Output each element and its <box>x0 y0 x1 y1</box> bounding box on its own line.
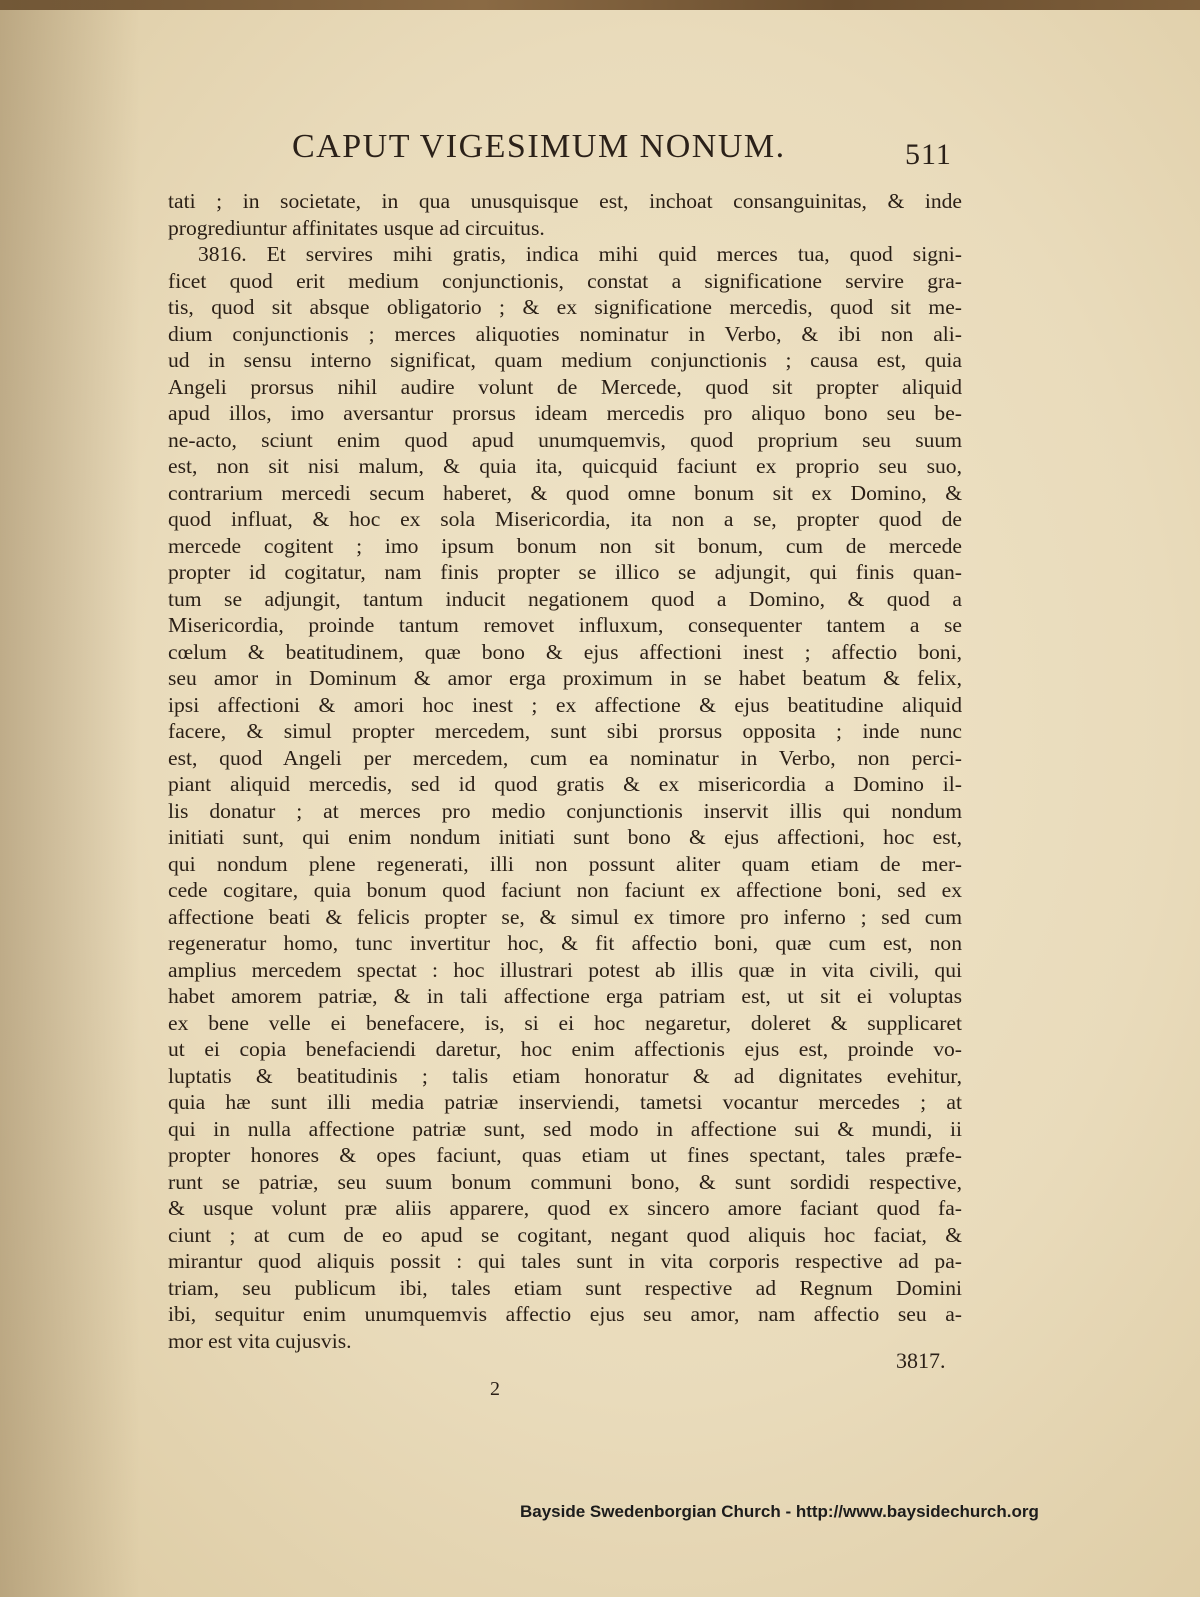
text-line: mercede cogitent ; imo ipsum bonum non sit bonum, cum de mercede <box>168 533 962 558</box>
text-line: & usque volunt præ aliis apparere, quod ex sincero amore faciant quod fa- <box>168 1196 962 1220</box>
text-line: mor est vita cujusvis. <box>168 1328 352 1353</box>
text-line: facere, & simul propter mercedem, sunt sibi prorsus opposita ; inde nunc <box>168 719 962 743</box>
text-line: dium conjunctionis ; merces aliquoties nominatur in Verbo, & ibi non ali- <box>168 321 962 346</box>
text-line: ibi, sequitur enim unumquemvis affectio ejus seu amor, nam affectio seu a- <box>168 1302 962 1326</box>
signature-mark: 2 <box>490 1378 500 1400</box>
text-line: quia hæ sunt illi media patriæ inserviendi, tametsi vocantur mercedes ; at <box>168 1090 962 1114</box>
text-line: cede cogitare, quia bonum quod faciunt non faciunt ex affectione boni, sed ex <box>168 878 962 902</box>
catchword: 3817. <box>896 1348 946 1373</box>
text-line: tis, quod sit absque obligatorio ; & ex significatione mercedis, quod sit me- <box>168 295 962 319</box>
text-line: lis donatur ; at merces pro medio conjunctionis inservit illis qui nondum <box>168 798 962 823</box>
text-line: mirantur quod aliquis possit : qui tales sunt in vita corporis respective ad pa- <box>168 1249 962 1273</box>
text-line: Misericordia, proinde tantum removet influxum, consequenter tantem a se <box>168 613 962 637</box>
text-line: seu amor in Dominum & amor erga proximum in se habet beatum & felix, <box>168 666 962 690</box>
text-line: ut ei copia benefaciendi daretur, hoc enim affectionis ejus est, proinde vo- <box>168 1037 962 1061</box>
text-line: ne-acto, sciunt enim quod apud unumquemvis, quod proprium seu suum <box>168 427 962 452</box>
text-line: tati ; in societate, in qua unusquisque est, inchoat consanguinitas, & inde <box>168 189 962 213</box>
text-line: ipsi affectioni & amori hoc inest ; ex affectione & ejus beatitudine aliquid <box>168 692 962 717</box>
body-text <box>168 188 962 1354</box>
text-line: est, non sit nisi malum, & quia ita, quicquid faciunt ex proprio seu suo, <box>168 454 962 478</box>
text-line: ciunt ; at cum de eo apud se cogitant, negant quod aliquis hoc faciat, & <box>168 1222 962 1247</box>
text-line: amplius mercedem spectat : hoc illustrari potest ab illis quæ in vita civili, qui <box>168 957 962 982</box>
text-line: quod influat, & hoc ex sola Misericordia, ita non a se, propter quod de <box>168 507 962 531</box>
text-line: progrediuntur affinitates usque ad circuitus. <box>168 215 545 240</box>
page-gutter-shadow <box>0 0 140 1597</box>
page-top-edge <box>0 0 1200 10</box>
text-line: Angeli prorsus nihil audire volunt de Mercede, quod sit propter aliquid <box>168 374 962 399</box>
text-line: initiati sunt, qui enim nondum initiati sunt bono & ejus affectioni, hoc est, <box>168 825 962 849</box>
text-line: cœlum & beatitudinem, quæ bono & ejus affectioni inest ; affectio boni, <box>168 639 962 664</box>
text-line: triam, seu publicum ibi, tales etiam sunt respective ad Regnum Domini <box>168 1275 962 1300</box>
text-line: piant aliquid mercedis, sed id quod gratis & ex misericordia a Domino il- <box>168 772 962 796</box>
text-line: luptatis & beatitudinis ; talis etiam honoratur & ad dignitates evehitur, <box>168 1063 962 1088</box>
watermark-caption: Bayside Swedenborgian Church - http://www.baysidechurch.org <box>520 1502 1039 1521</box>
text-line: propter id cogitatur, nam finis propter se illico se adjungit, qui finis quan- <box>168 560 962 584</box>
text-line: qui nondum plene regenerati, illi non possunt aliter quam etiam de mer- <box>168 851 962 876</box>
text-line: regeneratur homo, tunc invertitur hoc, & fit affectio boni, quæ cum est, non <box>168 931 962 955</box>
text-line: apud illos, imo aversantur prorsus ideam mercedis pro aliquo bono seu be- <box>168 401 962 425</box>
text-line: runt se patriæ, seu suum bonum communi bono, & sunt sordidi respective, <box>168 1169 962 1194</box>
paragraph-start-line: 3816. Et servires mihi gratis, indica mihi quid merces tua, quod signi- <box>198 242 962 266</box>
page-number: 511 <box>905 138 952 171</box>
text-line: affectione beati & felicis propter se, & simul ex timore pro inferno ; sed cum <box>168 904 962 929</box>
text-line: contrarium mercedi secum haberet, & quod omne bonum sit ex Domino, & <box>168 480 962 505</box>
text-line: ficet quod erit medium conjunctionis, constat a significatione servire gra- <box>168 268 962 293</box>
text-line: ud in sensu interno significat, quam medium conjunctionis ; causa est, quia <box>168 348 962 372</box>
text-line: propter honores & opes faciunt, quas etiam ut fines spectant, tales præfe- <box>168 1143 962 1167</box>
running-head: CAPUT VIGESIMUM NONUM. <box>292 128 786 165</box>
text-line: qui in nulla affectione patriæ sunt, sed modo in affectione sui & mundi, ii <box>168 1116 962 1141</box>
text-line: ex bene velle ei benefacere, is, si ei hoc negaretur, doleret & supplicaret <box>168 1010 962 1035</box>
text-line: tum se adjungit, tantum inducit negationem quod a Domino, & quod a <box>168 586 962 611</box>
text-line: est, quod Angeli per mercedem, cum ea nominatur in Verbo, non perci- <box>168 745 962 770</box>
text-line: habet amorem patriæ, & in tali affectione erga patriam est, ut sit ei voluptas <box>168 984 962 1008</box>
